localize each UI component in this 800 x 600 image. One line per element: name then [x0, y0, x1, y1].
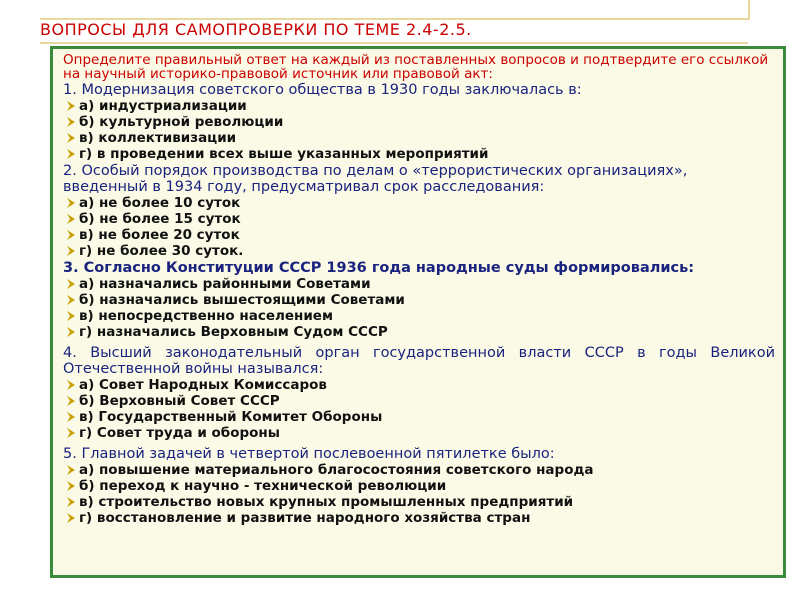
answer-option-label: а) индустриализации [79, 98, 247, 114]
instructions-text: Определите правильный ответ на каждый из поставленных вопросов и подтвердите его ссылкой на научный историко-правовой источник или правовой акт: [63, 52, 769, 82]
answer-option-label: б) переход к научно - технической революции [79, 478, 447, 494]
answer-option [63, 130, 775, 146]
arrow-bullet-icon [65, 378, 77, 392]
answer-option-label: в) строительство новых крупных промышленных предприятий [79, 494, 574, 510]
answer-option [63, 425, 775, 441]
arrow-bullet-icon [65, 410, 77, 424]
question-5: 5. Главной задачей в четвертой послевоенной пятилетке было: [63, 446, 555, 462]
arrow-bullet-icon [65, 325, 77, 339]
answer-option-label: в) непосредственно населением [79, 308, 333, 324]
arrow-bullet-icon [65, 293, 77, 307]
question-1: 1. Модернизация советского общества в 1930 годы заключалась в: [63, 82, 582, 98]
questions-panel [50, 46, 786, 578]
answer-option [63, 494, 775, 510]
answer-option-label: в) коллективизации [79, 130, 237, 146]
answer-option-label: а) Совет Народных Комиссаров [79, 377, 327, 393]
answer-option [63, 195, 775, 211]
answer-option [63, 276, 775, 292]
answer-option [63, 308, 775, 324]
arrow-bullet-icon [65, 212, 77, 226]
answer-option [63, 324, 775, 340]
page-title: ВОПРОСЫ ДЛЯ САМОПРОВЕРКИ ПО ТЕМЕ 2.4-2.5. [40, 20, 472, 39]
answer-option [63, 211, 775, 227]
answer-option-label: г) восстановление и развитие народного хозяйства стран [79, 510, 531, 526]
answer-option-label: б) культурной революции [79, 114, 284, 130]
question-1-options [63, 98, 775, 162]
arrow-bullet-icon [65, 426, 77, 440]
arrow-bullet-icon [65, 511, 77, 525]
arrow-bullet-icon [65, 277, 77, 291]
arrow-bullet-icon [65, 479, 77, 493]
answer-option [63, 510, 775, 526]
answer-option-label: б) не более 15 суток [79, 211, 241, 227]
arrow-bullet-icon [65, 394, 77, 408]
answer-option [63, 478, 775, 494]
arrow-bullet-icon [65, 196, 77, 210]
answer-option-label: в) не более 20 суток [79, 227, 240, 243]
answer-option [63, 243, 775, 259]
answer-option [63, 462, 775, 478]
arrow-bullet-icon [65, 244, 77, 258]
question-2-options [63, 195, 775, 259]
header-decor-corner [748, 0, 750, 20]
arrow-bullet-icon [65, 228, 77, 242]
spacer [63, 340, 775, 344]
answer-option [63, 227, 775, 243]
answer-option [63, 409, 775, 425]
answer-option-label: а) повышение материального благосостояния советского народа [79, 462, 594, 478]
question-5-options [63, 462, 775, 526]
arrow-bullet-icon [65, 495, 77, 509]
answer-option-label: г) в проведении всех выше указанных мероприятий [79, 146, 489, 162]
answer-option [63, 114, 775, 130]
answer-option-label: г) Совет труда и обороны [79, 425, 280, 441]
arrow-bullet-icon [65, 99, 77, 113]
answer-option [63, 146, 775, 162]
arrow-bullet-icon [65, 147, 77, 161]
answer-option [63, 377, 775, 393]
answer-option-label: б) назначались вышестоящими Советами [79, 292, 405, 308]
question-2: 2. Особый порядок производства по делам о «террористических организациях», введенный в 1934 году, предусматривал срок расследования: [63, 163, 688, 195]
spacer [63, 441, 775, 445]
answer-option-label: а) не более 10 суток [79, 195, 241, 211]
arrow-bullet-icon [65, 115, 77, 129]
title-underline [40, 42, 748, 44]
question-3: 3. Согласно Конституции СССР 1936 года народные суды формировались: [63, 260, 695, 276]
answer-option [63, 393, 775, 409]
arrow-bullet-icon [65, 309, 77, 323]
answer-option-label: б) Верховный Совет СССР [79, 393, 280, 409]
answer-option-label: а) назначались районными Советами [79, 276, 371, 292]
question-4-options [63, 377, 775, 441]
question-3-options [63, 276, 775, 340]
arrow-bullet-icon [65, 463, 77, 477]
arrow-bullet-icon [65, 131, 77, 145]
answer-option-label: в) Государственный Комитет Обороны [79, 409, 383, 425]
answer-option [63, 292, 775, 308]
answer-option [63, 98, 775, 114]
question-4: 4. Высший законодательный орган государственной власти СССР в годы Великой Отечественной войны назывался: [63, 345, 775, 377]
answer-option-label: г) не более 30 суток. [79, 243, 244, 259]
answer-option-label: г) назначались Верховным Судом СССР [79, 324, 388, 340]
